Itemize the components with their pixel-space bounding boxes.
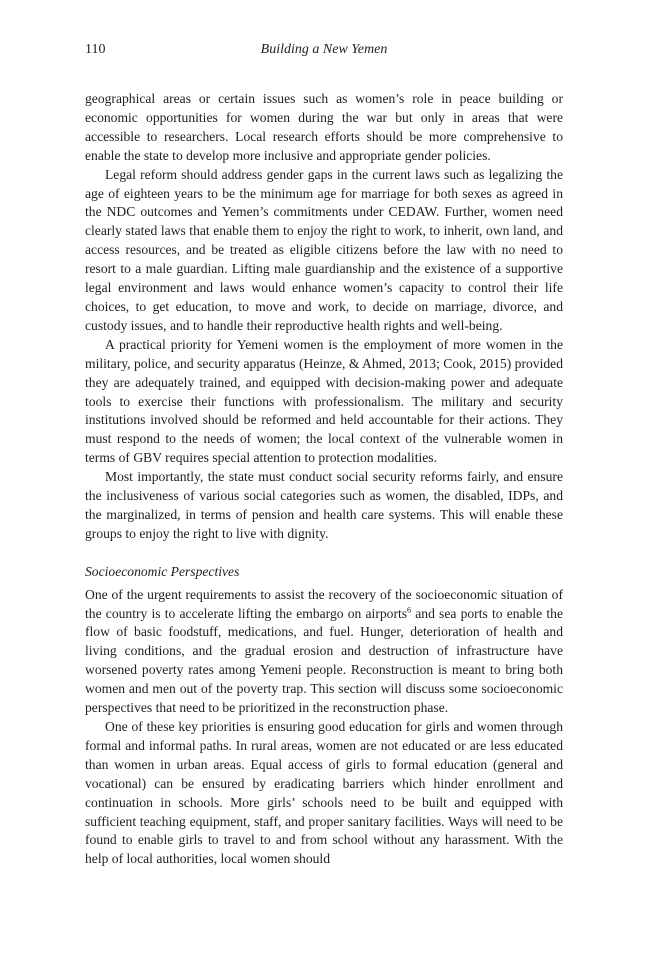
body-text: [85, 90, 563, 869]
section-heading: Socioeconomic Perspectives: [85, 563, 240, 579]
page-number: 110: [85, 42, 106, 57]
running-head: [85, 40, 563, 60]
footnote-marker[interactable]: 6: [407, 605, 412, 615]
paragraph-continued: geographical areas or certain issues such as women’s role in peace building or economic opportunities for women during the war but only in areas that were accessible to researchers. Local research efforts should be more comprehensive to enable the state to develop more inclusive and appropriate gender policies.: [85, 91, 563, 163]
paragraph-social-security: Most importantly, the state must conduct social security reforms fairly, and ensure the inclusiveness of various social categories such as women, the disabled, IDPs, and the marginalized, in terms of pension and health care systems. This will enable these groups to enjoy the right to live with dignity.: [85, 469, 563, 541]
paragraph-text-before-footnote: One of the urgent requirements to assist the recovery of the socioeconomic situation of the country is to accelerate lifting the embargo on airports: [85, 586, 563, 621]
paragraph-socioeconomic-intro: [85, 586, 563, 718]
paragraph-legal-reform: Legal reform should address gender gaps in the current laws such as legalizing the age of eighteen years to be the minimum age for marriage for both sexes as agreed in the NDC outcomes and Yemen’s commitments under CEDAW. Further, women need clearly stated laws that enable them to enjoy the right to work, to inherit, own land, and access resources, and be treated as eligible citizens before the law with no need to resort to a male guardian. Lifting male guardianship and the existence of a supportive legal environment and laws would enhance women’s capacity to control their life choices, to get education, to move and work, to decide on marriage, divorce, and custody issues, and to handle their reproductive health rights and well-being.: [85, 166, 563, 333]
paragraph-security-employment: A practical priority for Yemeni women is the employment of more women in the military, police, and security apparatus (Heinze, & Ahmed, 2013; Cook, 2015) provided they are adequately trained, and equipped with decision-making power and adequate tools to exercise their functions with professionalism. The military and security institutions involved should be reformed and held accountable for their actions. They must respond to the needs of women; the local context of the vulnerable women in terms of GBV requires special attention to protection modalities.: [85, 336, 563, 466]
paragraph-education: One of these key priorities is ensuring good education for girls and women through formal and informal paths. In rural areas, women are not educated or are less educated than women in urban areas. Equal access of girls to formal education (general and vocational) can be ensured by eradicating barriers which hinder enrollment and continuation in schools. More girls’ schools need to be built and equipped with sufficient teaching equipment, staff, and proper sanitary facilities. Ways will need to be found to enable girls to travel to and from school without any harassment. With the help of local authorities, local women should: [85, 719, 563, 867]
paragraph-text-after-footnote: and sea ports to enable the flow of basic foodstuff, medications, and fuel. Hunger, deterioration of health and living conditions, and the gradual erosion and destruction of infrastructure have worsened poverty rates among Yemeni people. Reconstruction is meant to bring both women and men out of the poverty trap. This section will discuss some socioeconomic perspectives that need to be prioritized in the reconstruction phase.: [85, 605, 563, 716]
book-title: Building a New Yemen: [260, 42, 388, 57]
book-page: [85, 40, 563, 869]
